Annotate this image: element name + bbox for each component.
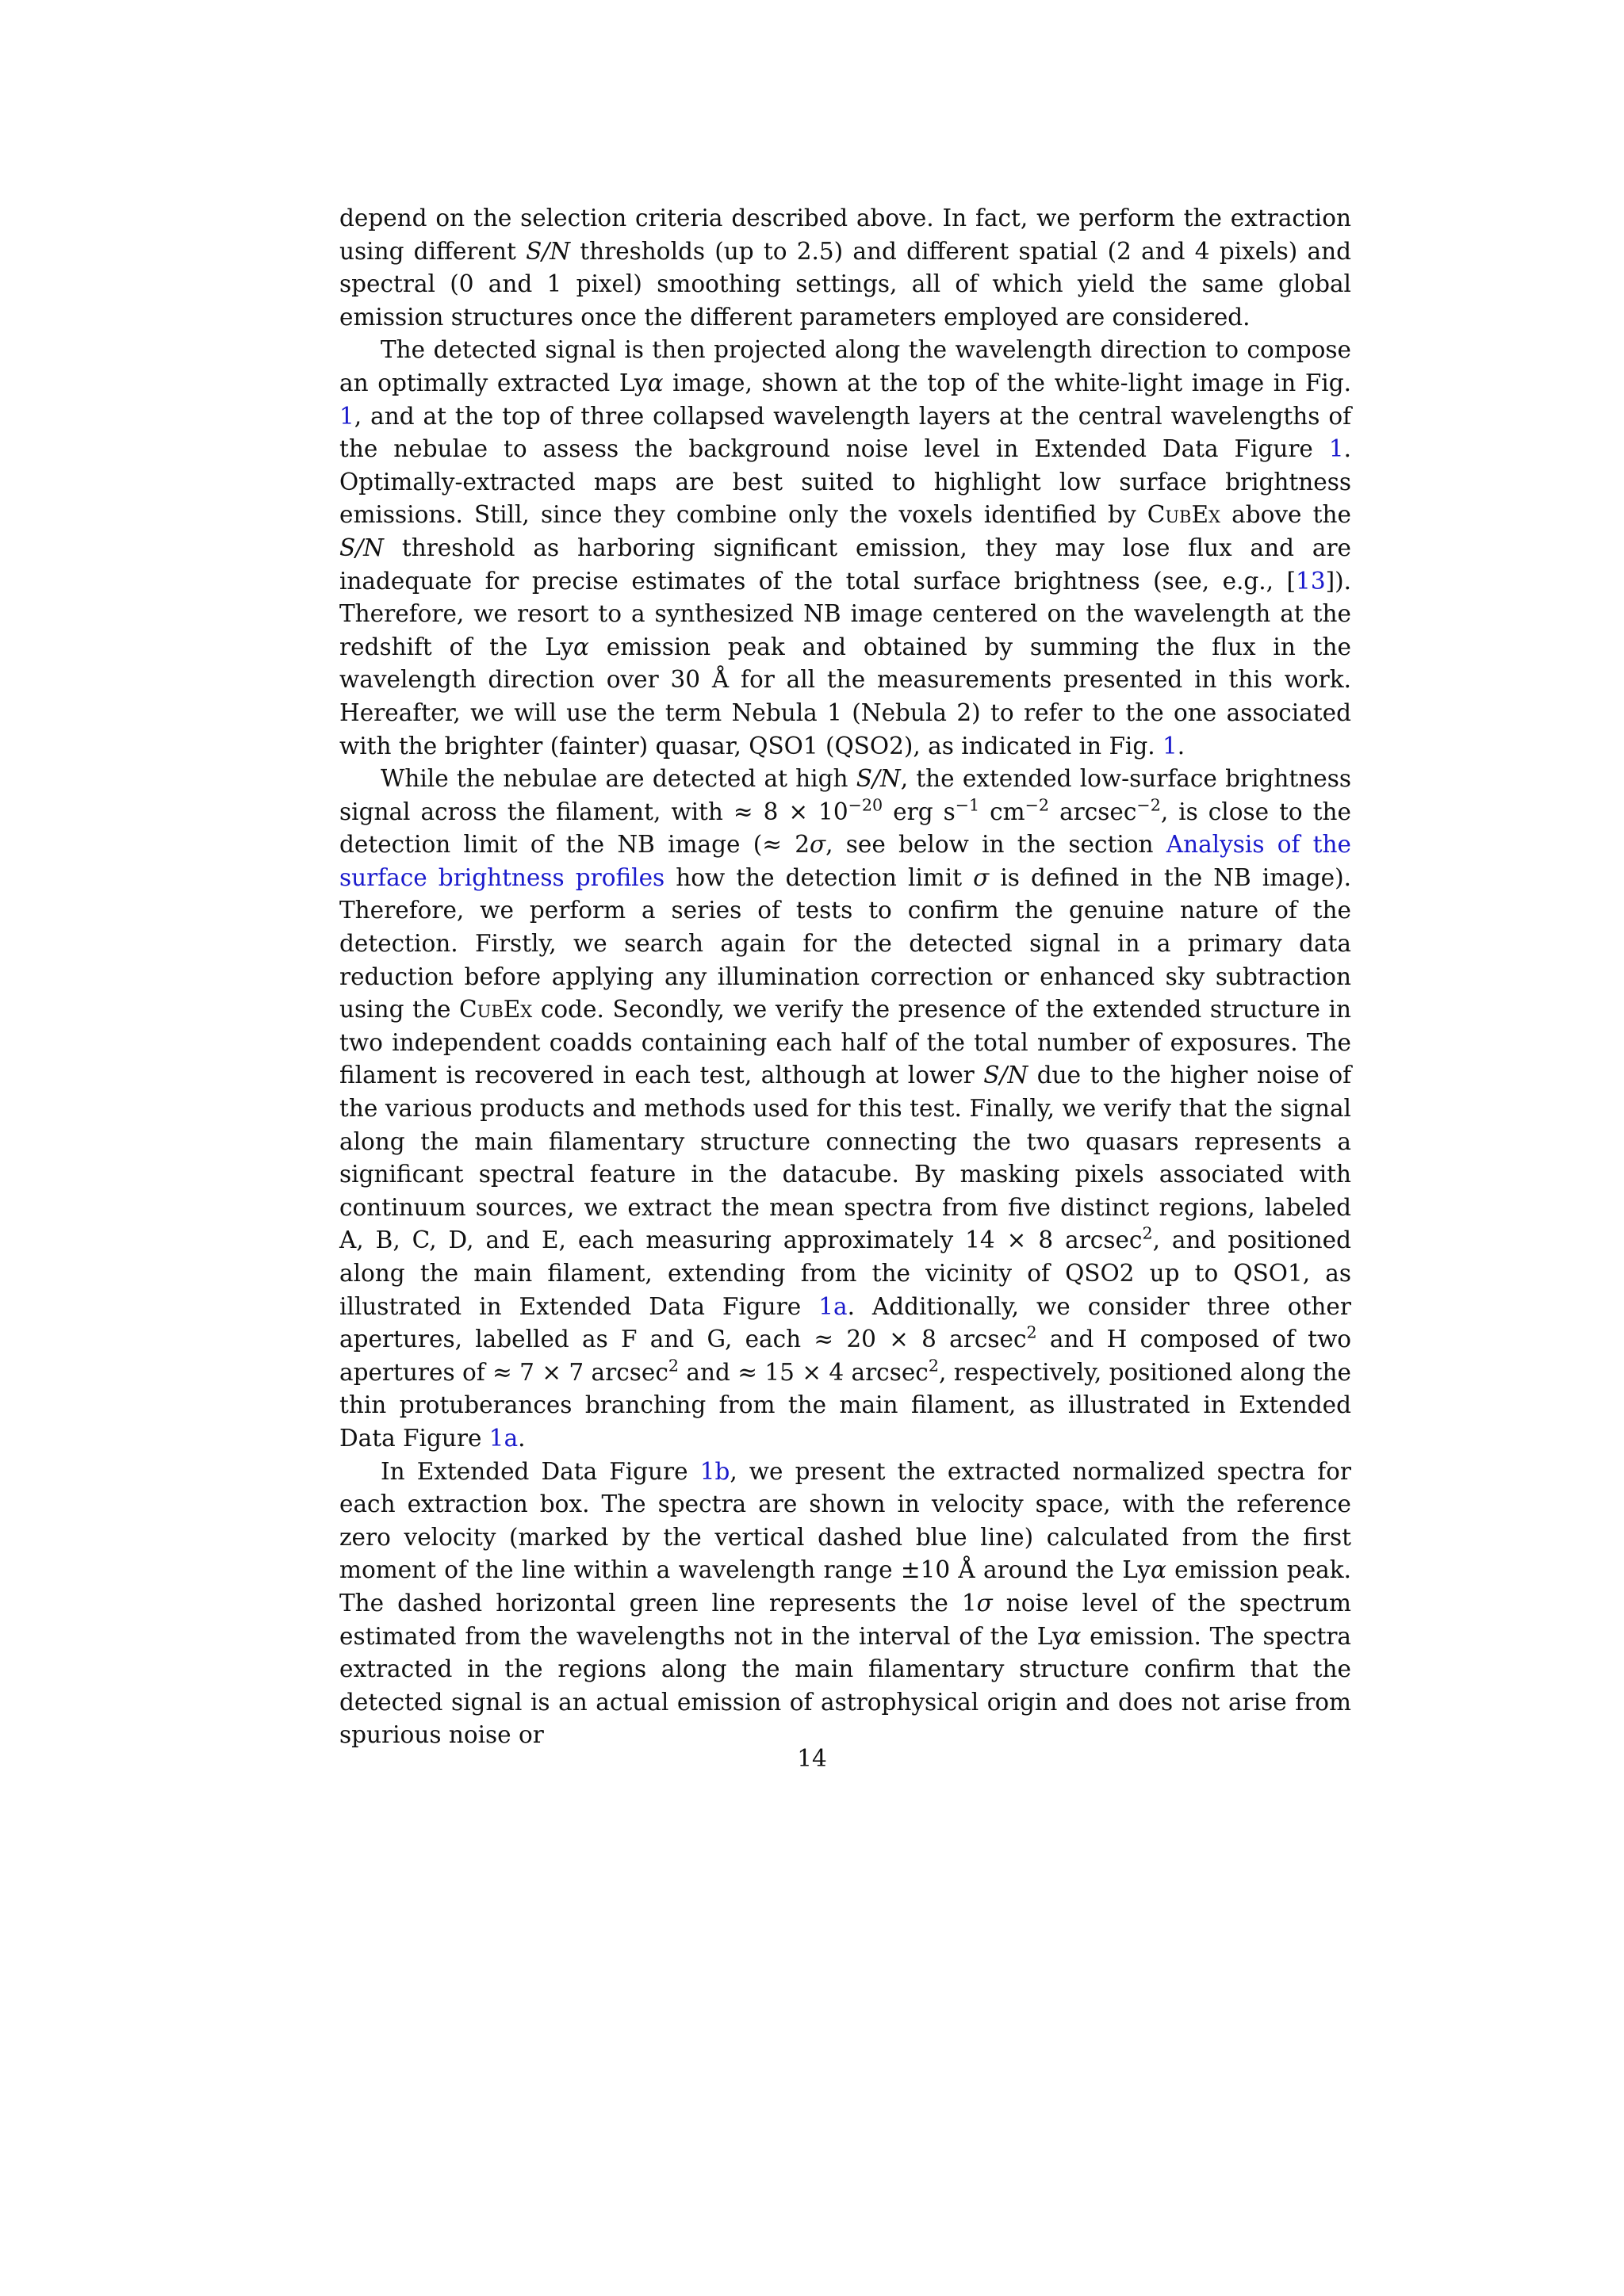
text-run: above the: [1220, 501, 1351, 529]
math-symbol: S/N: [983, 1062, 1028, 1089]
text-run: image, shown at the top of the white-light image in Fig.: [663, 369, 1351, 396]
page-number: 14: [797, 1745, 827, 1772]
text-run: , is close to the detection limit of the NB image (≈ 2: [339, 798, 1351, 859]
superscript: 2: [1142, 1224, 1153, 1244]
math-symbol: α: [1065, 1622, 1082, 1650]
text-run: due to the higher noise of the various products and methods used for this test. Finally, we verify that the signal along the main filamentary structure connecting the two quasars represents a significant spectral feature in the datacube. By masking pixels associated with continuum sources, we extract the mean spectra from five distinct regions, labeled A, B, C, D, and E, each measuring approximately 14 × 8 arcsec: [339, 1062, 1351, 1254]
paragraph-3: [339, 763, 1351, 1455]
superscript: 2: [928, 1356, 939, 1376]
math-symbol: α: [573, 633, 589, 660]
text-run: .: [518, 1424, 526, 1452]
reference-link[interactable]: 1: [339, 402, 354, 430]
text-run: , see below in the section: [825, 831, 1166, 859]
reference-link[interactable]: Analysis of the surface brightness profiles: [339, 831, 1351, 891]
paragraph-1: [339, 202, 1351, 334]
math-symbol: α: [647, 369, 664, 396]
text-run: and ≈ 15 × 4 arcsec: [679, 1358, 929, 1386]
text-run: emission peak. The dashed horizontal green line represents the 1: [339, 1556, 1351, 1617]
superscript: 2: [668, 1356, 679, 1376]
text-run: ]). Therefore, we resort to a synthesized NB image centered on the wavelength at the redshift of the Ly: [339, 567, 1351, 660]
text-run: how the detection limit: [665, 863, 974, 891]
reference-link[interactable]: 1a: [818, 1292, 848, 1320]
text-run: . Additionally, we consider three other apertures, labelled as F and G, each ≈ 20 × 8 arcsec: [339, 1292, 1351, 1353]
reference-link[interactable]: 1a: [488, 1424, 519, 1452]
paragraph-2: [339, 334, 1351, 763]
text-run: arcsec: [1049, 798, 1137, 825]
text-run: erg s: [883, 798, 956, 825]
text-run: . Optimally-extracted maps are best suited to highlight low surface brightness emissions. Still, since they combine only the voxels identified by: [339, 435, 1351, 529]
math-symbol: σ: [809, 831, 826, 859]
software-name: CubEx: [1147, 501, 1220, 529]
math-symbol: S/N: [856, 765, 901, 793]
math-symbol: S/N: [339, 534, 384, 561]
math-symbol: σ: [976, 1589, 993, 1617]
text-run: is defined in the NB image). Therefore, we perform a series of tests to confirm the genuine nature of the detection. Firstly, we search again for the detected signal in a primary data reduction before applying any illumination correction or enhanced sky subtraction using the: [339, 863, 1351, 1024]
text-run: , and at the top of three collapsed wavelength layers at the central wavelengths of the nebulae to assess the background noise level in Extended Data Figure: [339, 402, 1351, 463]
text-run: The detected signal is then projected along the wavelength direction to compose an optimally extracted Ly: [339, 336, 1351, 396]
superscript: −2: [1136, 795, 1161, 815]
text-run: , we present the extracted normalized spectra for each extraction box. The spectra are shown in velocity space, with the reference zero velocity (marked by the vertical dashed blue line) calculated from the first moment of the line within a wavelength range ±10 Å around the Ly: [339, 1457, 1352, 1584]
math-symbol: α: [1150, 1556, 1166, 1584]
text-run: noise level of the spectrum estimated from the wavelengths not in the interval of the Ly: [339, 1589, 1351, 1650]
software-name: CubEx: [459, 996, 533, 1024]
text-run: code. Secondly, we verify the presence of the extended structure in two independent coadds containing each half of the total number of exposures. The filament is recovered in each test, although at lower: [339, 996, 1351, 1089]
reference-link[interactable]: 1: [1328, 435, 1344, 463]
text-run: While the nebulae are detected at high: [381, 765, 856, 793]
page-body: [339, 202, 1351, 1752]
superscript: −1: [955, 795, 980, 815]
text-run: threshold as harboring significant emission, they may lose flux and are inadequate for precise estimates of the total surface brightness (see, e.g., [: [339, 534, 1351, 595]
text-run: .: [1177, 732, 1185, 760]
text-run: , the extended low-surface brightness signal across the filament, with ≈ 8 × 10: [339, 765, 1351, 825]
text-run: , respectively, positioned along the thin protuberances branching from the main filament, as illustrated in Extended Data Figure: [339, 1358, 1351, 1452]
math-symbol: S/N: [526, 237, 571, 265]
reference-link[interactable]: 1b: [699, 1457, 730, 1485]
superscript: 2: [1026, 1322, 1037, 1342]
text-run: thresholds (up to 2.5) and different spatial (2 and 4 pixels) and spectral (0 and 1 pixel) smoothing settings, all of which yield the same global emission structures once the different parameters employed are considered.: [339, 237, 1351, 331]
text-run: , and positioned along the main filament, extending from the vicinity of QSO2 up to QSO1, as illustrated in Extended Data Figure: [339, 1226, 1351, 1320]
text-run: emission. The spectra extracted in the regions along the main filamentary structure confirm that the detected signal is an actual emission of astrophysical origin and does not arise from spurious noise or: [339, 1622, 1352, 1749]
math-symbol: σ: [973, 863, 990, 891]
text-run: In Extended Data Figure: [381, 1457, 700, 1485]
text-run: cm: [979, 798, 1025, 825]
text-run: and H composed of two apertures of ≈ 7 × 7 arcsec: [339, 1326, 1351, 1386]
superscript: −20: [848, 795, 883, 815]
reference-link[interactable]: 1: [1162, 732, 1178, 760]
text-run: depend on the selection criteria described above. In fact, we perform the extraction using different: [339, 205, 1351, 265]
reference-link[interactable]: 13: [1296, 567, 1326, 595]
text-run: emission peak and obtained by summing the flux in the wavelength direction over 30 Å for all the measurements presented in this work. Hereafter, we will use the term Nebula 1 (Nebula 2) to refer to the one associated with the brighter (fainter) quasar, QSO1 (QSO2), as indicated in Fig.: [339, 633, 1351, 760]
paragraph-4: [339, 1456, 1351, 1752]
superscript: −2: [1025, 795, 1050, 815]
